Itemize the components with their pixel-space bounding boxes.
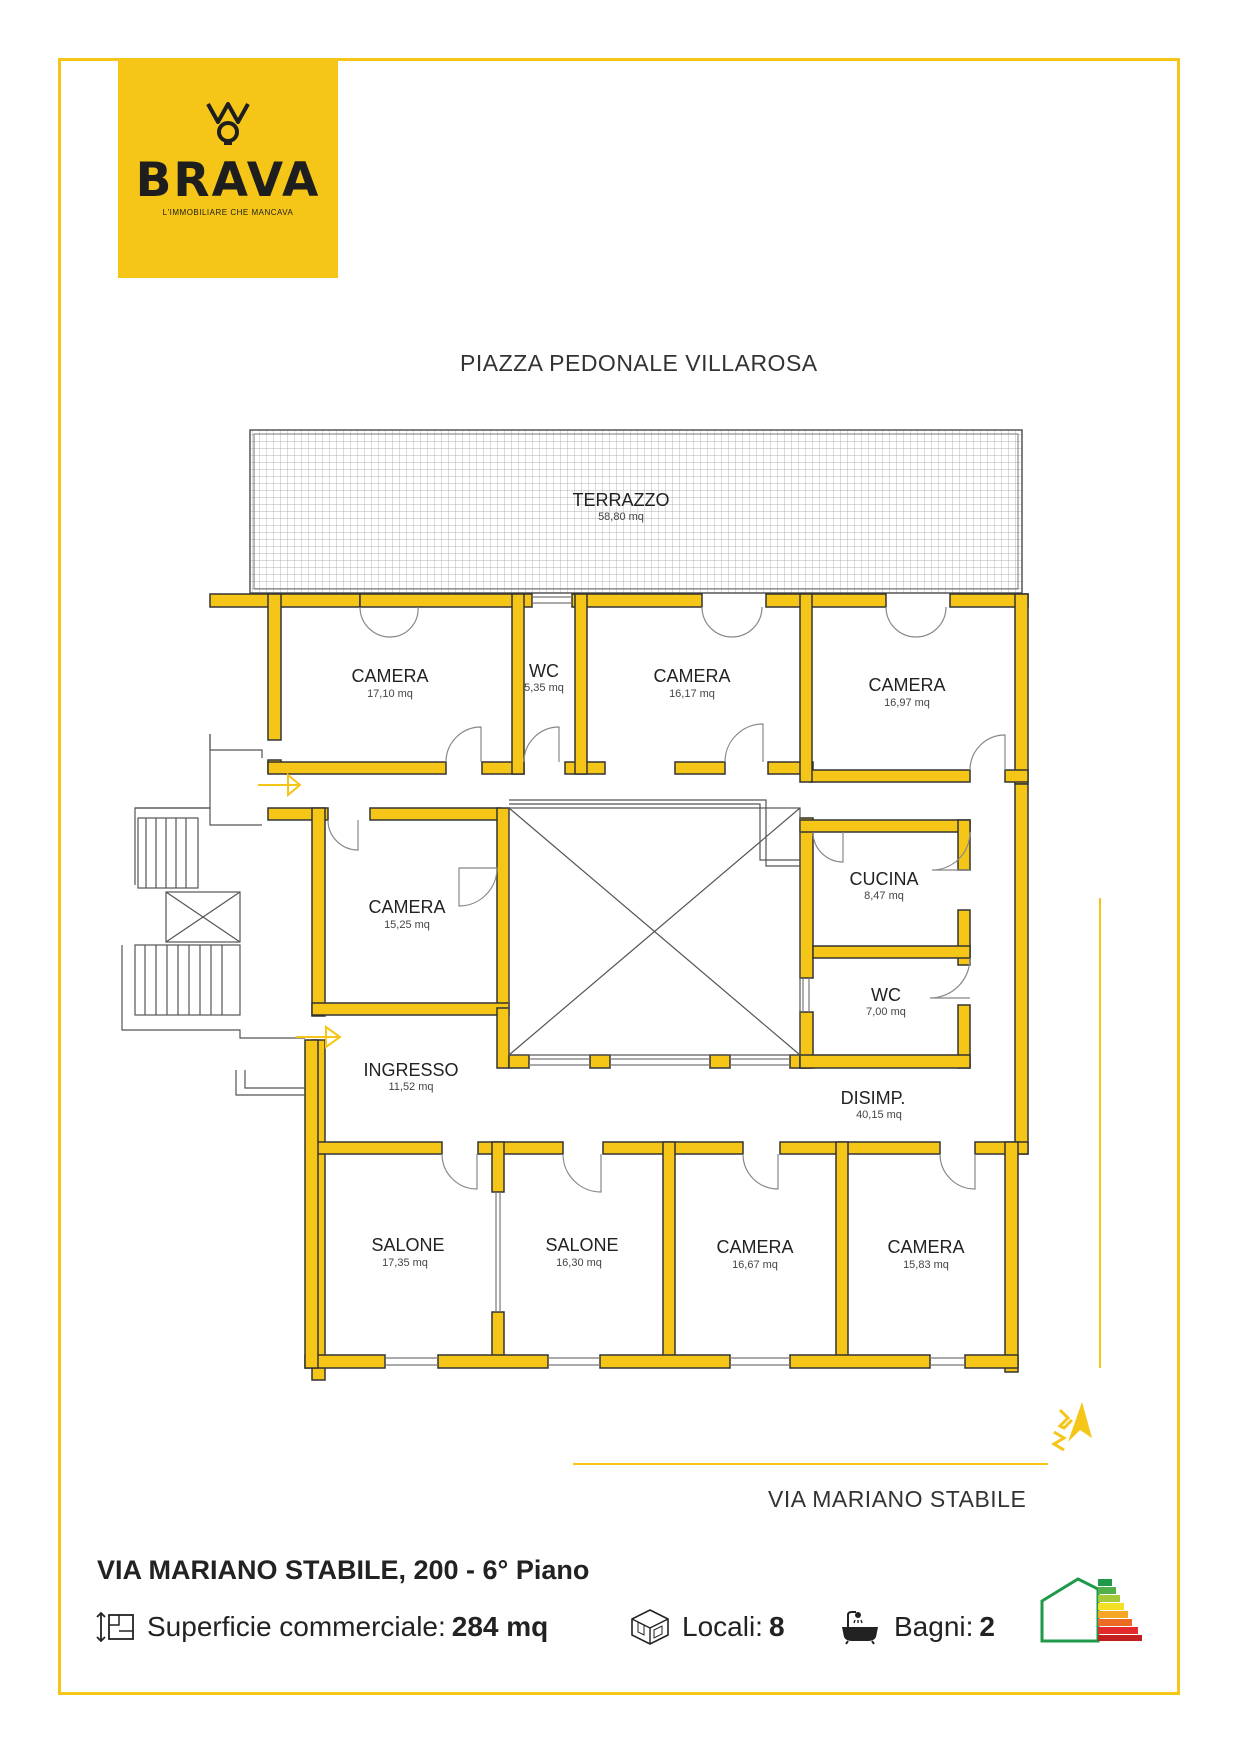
baths-label: Bagni: [894,1611,974,1642]
stairwell [122,734,305,1095]
rooms-value: 8 [768,1611,785,1642]
room-ingresso-area: 11,52 mq [388,1081,434,1093]
light-well [509,800,800,1055]
room-wc2-name: WC [871,985,901,1005]
room-cucina-name: CUCINA [849,869,919,889]
room-camera4-name: CAMERA [368,897,446,917]
surface-value: 284 mq [451,1611,549,1642]
room-wc1-name: WC [529,661,559,681]
bathtub-icon [838,1609,882,1645]
room-camera2-area: 16,17 mq [669,688,715,700]
room-camera5-area: 16,67 mq [732,1259,778,1271]
room-camera3-name: CAMERA [868,675,946,695]
rooms-fact [630,1605,785,1649]
baths-value: 2 [979,1611,995,1642]
street-label-bottom: VIA MARIANO STABILE [768,1486,1027,1512]
room-wc1-area: 5,35 mq [524,682,564,694]
cube-room-icon [630,1608,670,1646]
surface-fact [95,1605,548,1649]
room-wc2-area: 7,00 mq [866,1006,906,1018]
room-salone1-area: 17,35 mq [382,1257,428,1269]
floor-plan-icon [95,1611,135,1643]
room-disimp-name: DISIMP. [840,1088,906,1108]
room-camera3-area: 16,97 mq [884,697,930,709]
baths-fact [838,1605,995,1649]
street-label-top: PIAZZA PEDONALE VILLAROSA [460,350,818,376]
room-ingresso-name: INGRESSO [363,1060,459,1080]
room-salone2-area: 16,30 mq [556,1257,602,1269]
listing-address: VIA MARIANO STABILE, 200 - 6° Piano [97,1555,590,1585]
room-terrazzo-area: 58,80 mq [598,511,644,523]
room-camera6-name: CAMERA [887,1237,965,1257]
logo-wordmark: BRAVA [135,153,321,208]
room-salone2-name: SALONE [545,1235,619,1255]
room-camera5-name: CAMERA [716,1237,794,1257]
room-camera2-name: CAMERA [653,666,731,686]
room-camera1-name: CAMERA [351,666,429,686]
room-camera6-area: 15,83 mq [903,1259,949,1271]
room-salone1-name: SALONE [371,1235,445,1255]
rooms-label: Locali: [682,1611,763,1642]
logo-tagline: L'IMMOBILIARE CHE MANCAVA [162,208,294,217]
room-camera1-area: 17,10 mq [367,688,413,700]
energy-class-icon [1038,1575,1148,1645]
north-arrow-icon [1054,1402,1092,1450]
room-camera4-area: 15,25 mq [384,919,430,931]
room-terrazzo-name: TERRAZZO [572,490,670,510]
room-disimp-area: 40,15 mq [856,1109,902,1121]
surface-label: Superficie commerciale: [147,1611,446,1642]
room-cucina-area: 8,47 mq [864,890,904,902]
